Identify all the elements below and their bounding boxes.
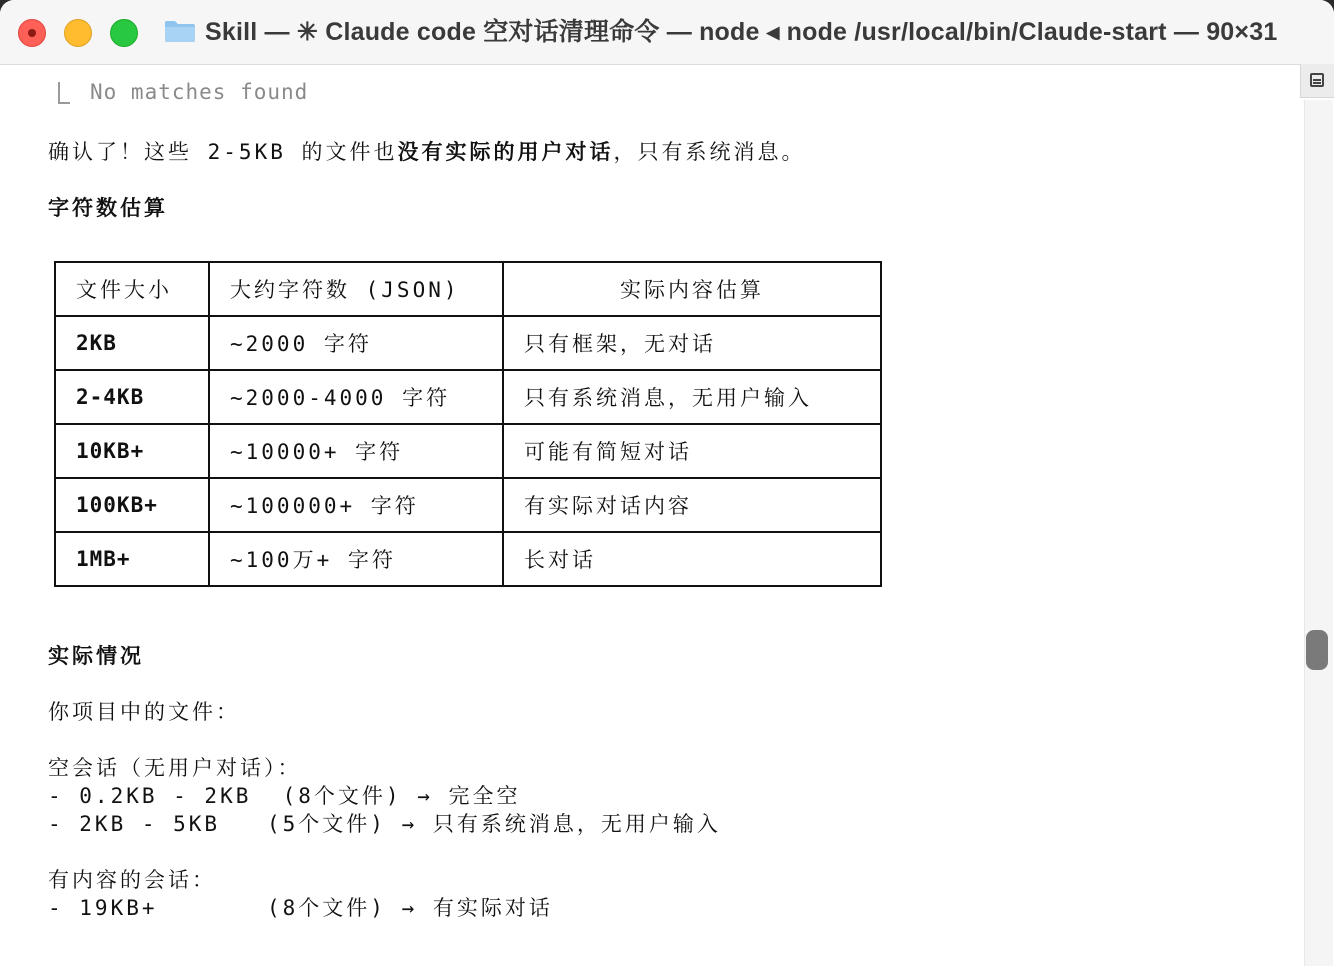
minimize-button[interactable] [64, 19, 92, 47]
close-button[interactable] [18, 19, 46, 47]
tree-corner-icon [58, 82, 70, 104]
empty-sessions-line-2: - 2KB - 5KB (5个文件) → 只有系统消息，无用户输入 [48, 812, 721, 836]
tab-overview-button[interactable] [1300, 64, 1334, 98]
cell-size: 2KB [55, 316, 209, 370]
empty-sessions-label: 空会话（无用户对话）： [48, 756, 302, 780]
cell-size: 10KB+ [55, 424, 209, 478]
table-row [55, 532, 881, 586]
empty-sessions-line-1: - 0.2KB - 2KB (8个文件) → 完全空 [48, 784, 521, 808]
header-file-size: 文件大小 [55, 262, 209, 316]
header-char-count: 大约字符数 (JSON) [209, 262, 503, 316]
size-estimate-table [54, 261, 882, 587]
cell-chars: ~2000 字符 [209, 316, 503, 370]
confirm-prefix: 确认了！这些 2-5KB 的文件也 [48, 140, 398, 164]
table-row [55, 478, 881, 532]
no-matches-text: No matches found [90, 80, 309, 104]
heading-estimate: 字符数估算 [48, 196, 168, 220]
cell-chars: ~100万+ 字符 [209, 532, 503, 586]
heading-actual: 实际情况 [48, 644, 144, 668]
window-title: Skill — ✳ Claude code 空对话清理命令 — node ◂ node /usr/local/bin/Claude-start — 90×31 [205, 18, 1278, 46]
confirm-suffix: ，只有系统消息。 [613, 140, 806, 164]
cell-chars: ~10000+ 字符 [209, 424, 503, 478]
confirm-bold: 没有实际的用户对话 [397, 140, 614, 164]
cell-content: 只有框架，无对话 [503, 316, 881, 370]
project-files-label: 你项目中的文件： [48, 700, 240, 724]
cell-chars: ~100000+ 字符 [209, 478, 503, 532]
confirm-line [48, 136, 806, 166]
cell-size: 100KB+ [55, 478, 209, 532]
terminal-output [0, 64, 1300, 966]
cell-content: 有实际对话内容 [503, 478, 881, 532]
folder-icon [164, 19, 196, 43]
table-row [55, 370, 881, 424]
header-content-estimate: 实际内容估算 [503, 262, 881, 316]
content-sessions-label: 有内容的会话： [48, 868, 216, 892]
sidebar-icon [1310, 73, 1324, 87]
scrollbar-track[interactable] [1304, 100, 1333, 966]
cell-chars: ~2000-4000 字符 [209, 370, 503, 424]
cell-content: 只有系统消息，无用户输入 [503, 370, 881, 424]
table-header-row [55, 262, 881, 316]
scrollbar-thumb[interactable] [1306, 630, 1328, 670]
cell-size: 2-4KB [55, 370, 209, 424]
cell-content: 可能有简短对话 [503, 424, 881, 478]
cell-size: 1MB+ [55, 532, 209, 586]
maximize-button[interactable] [110, 19, 138, 47]
title-bar [0, 0, 1334, 65]
cell-content: 长对话 [503, 532, 881, 586]
content-sessions-line-1: - 19KB+ (8个文件) → 有实际对话 [48, 896, 553, 920]
table-row [55, 316, 881, 370]
table-row [55, 424, 881, 478]
